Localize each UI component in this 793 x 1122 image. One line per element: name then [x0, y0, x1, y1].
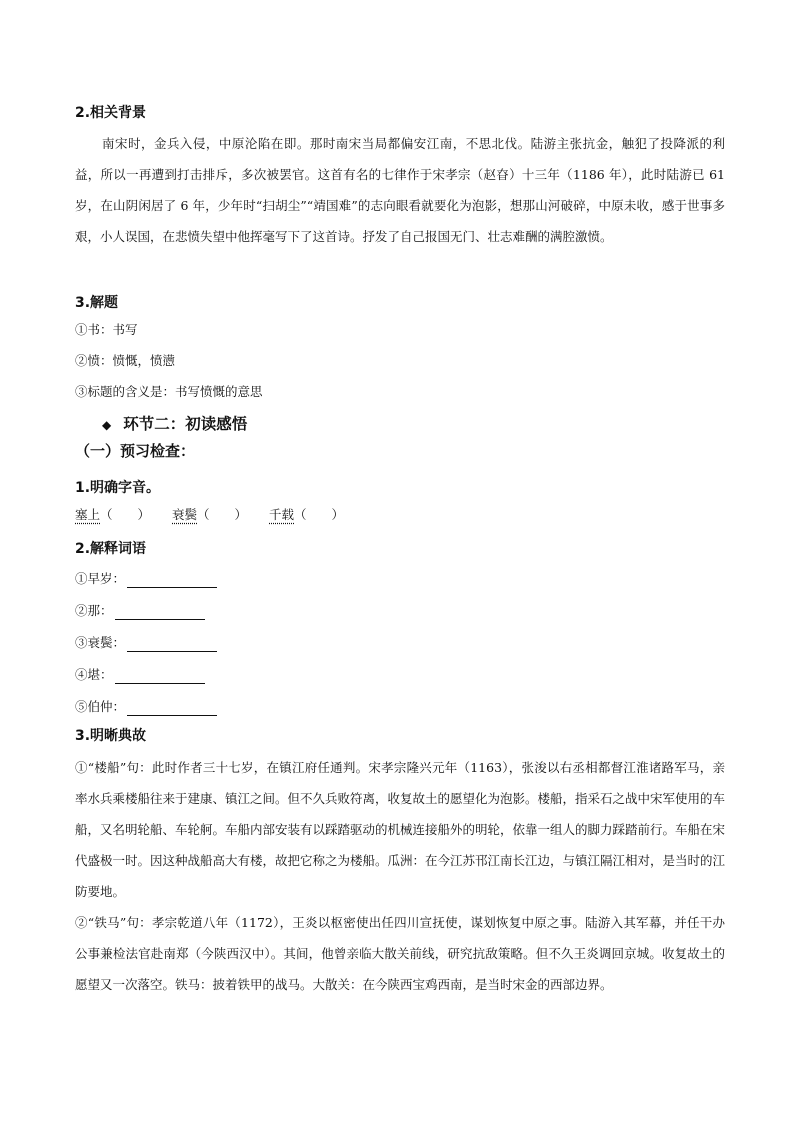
answer-line[interactable]: [127, 701, 217, 716]
jieti-heading: 3.解题: [75, 295, 119, 311]
vocabulary-label: ③衰鬓：: [75, 635, 126, 650]
pronunciation-term: 塞上: [75, 507, 101, 522]
vocabulary-heading: 2.解释词语: [75, 541, 147, 557]
vocabulary-item: [75, 666, 205, 684]
vocabulary-label: ⑤伯仲：: [75, 699, 126, 714]
jieti-item-2: ②愤：愤慨，愤懑: [75, 353, 176, 368]
jieti-item-1: ①书：书写: [75, 322, 138, 337]
answer-line[interactable]: [115, 669, 205, 684]
pronunciation-term: 衰鬓: [172, 507, 198, 522]
allusions-heading: 3.明晰典故: [75, 728, 147, 744]
answer-blank[interactable]: （ ）: [197, 507, 248, 522]
pronunciation-row: [75, 506, 344, 524]
allusion-paragraph-2: ②“铁马”句：孝宗乾道八年（1172），王炎以枢密使出任四川宣抚使，谋划恢复中原之事。陆游入其军幕，并任干办公事兼检法官赴南郑（今陕西汉中）。其间，他曾亲临大散关前线，研究抗敌策略。但不久王炎调回京城。收复故土的愿望又一次落空。铁马：披着铁甲的战马。大散关：在今陕西宝鸡西南，是当时宋金的西部边界。: [75, 915, 725, 992]
vocabulary-label: ④堪：: [75, 667, 113, 682]
vocabulary-item: [75, 634, 217, 652]
vocabulary-label: ②那：: [75, 603, 113, 618]
pronunciation-heading: 1.明确字音。: [75, 480, 161, 496]
answer-line[interactable]: [127, 573, 217, 588]
answer-blank[interactable]: （ ）: [100, 507, 151, 522]
section-huanjie-title: [102, 414, 247, 435]
vocabulary-item: [75, 602, 205, 620]
pronunciation-item: [269, 506, 344, 524]
answer-line[interactable]: [115, 605, 205, 620]
preview-check-title: （一）预习检查：: [75, 442, 196, 460]
allusion-paragraph-1: ①“楼船”句：此时作者三十七岁，在镇江府任通判。宋孝宗隆兴元年（1163），张浚以右丞相都督江淮诸路军马，亲率水兵乘楼船往来于建康、镇江之间。但不久兵败符离，收复故土的愿望化为泡影。楼船，指采石之战中宋军使用的车船，又名明轮船、车轮舸。车船内部安装有以踩踏驱动的机械连接船外的明轮，依靠一组人的脚力踩踏前行。车船在宋代盛极一时。因这种战船高大有楼，故把它称之为楼船。瓜洲：在今江苏邗江南长江边，与镇江隔江相对，是当时的江防要地。: [75, 760, 726, 899]
huanjie-title-text: 环节二：初读感悟: [123, 415, 248, 433]
pronunciation-item: [172, 506, 247, 524]
diamond-bullet-icon: ◆: [102, 418, 112, 432]
background-paragraph: 南宋时，金兵入侵，中原沦陷在即。那时南宋当局都偏安江南，不思北伐。陆游主张抗金，触犯了投降派的利益，所以一再遭到打击排斥，多次被罢官。这首有名的七律作于宋孝宗（赵昚）十三年（1186 年），此时陆游已 61 岁，在山阴闲居了 6 年，少年时“扫胡尘”“靖国难”的志向眼看就要化为泡影，想那山河破碎，中原未收，感于世事多艰，小人误国，在悲愤失望中他挥毫写下了这首诗。抒发了自己报国无门、壮志难酬的满腔激愤。: [75, 136, 725, 244]
pronunciation-term: 千载: [269, 507, 295, 522]
vocabulary-item: [75, 698, 217, 716]
background-heading: 2.相关背景: [75, 105, 147, 121]
answer-blank[interactable]: （ ）: [294, 507, 345, 522]
pronunciation-item: [75, 506, 150, 524]
jieti-item-3: ③标题的含义是：书写愤慨的意思: [75, 384, 263, 399]
vocabulary-label: ①早岁：: [75, 571, 126, 586]
vocabulary-item: [75, 570, 217, 588]
answer-line[interactable]: [127, 637, 217, 652]
